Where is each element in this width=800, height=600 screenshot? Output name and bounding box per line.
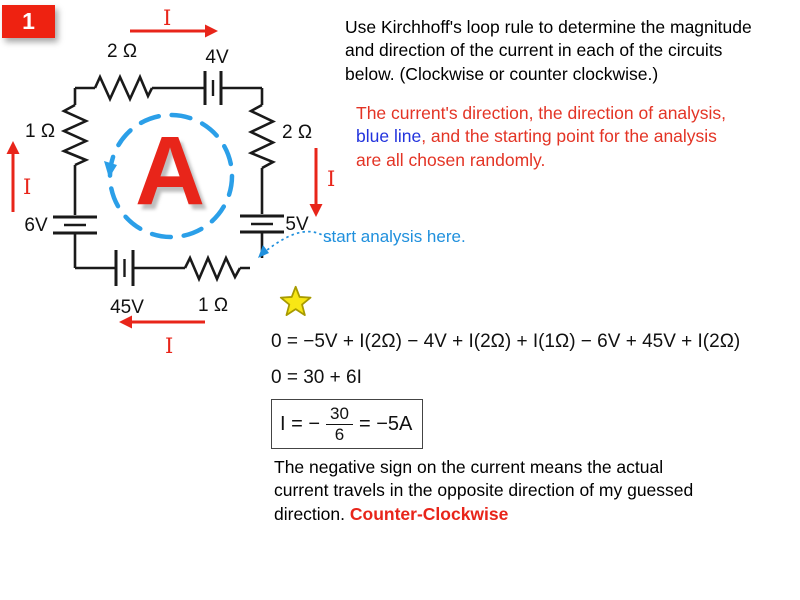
current-label-bottom: I — [165, 334, 174, 358]
battery-top-symbol — [205, 71, 221, 105]
current-arrow-right — [310, 148, 336, 217]
analysis-loop-arrowhead-icon — [104, 161, 117, 178]
instructions-line: Use Kirchhoff's loop rule to determine the magnitude — [345, 17, 752, 37]
current-arrow-left — [7, 141, 32, 212]
battery-left-symbol — [53, 217, 97, 233]
battery-right-label: 5V — [285, 214, 309, 235]
resistor-bottom-label: 1 Ω — [197, 295, 229, 316]
instructions-line: below. (Clockwise or counter clockwise.) — [345, 63, 659, 84]
conclusion-line: The negative sign on the current means the actual — [274, 457, 664, 477]
battery-right-symbol — [240, 216, 284, 232]
instructions-text — [345, 16, 795, 86]
final-answer-rhs: = −5A — [358, 412, 413, 435]
battery-bottom-label: 45V — [110, 297, 144, 318]
current-label-right: I — [327, 167, 336, 191]
final-answer-box — [271, 399, 423, 449]
final-answer-lhs: I = − — [280, 412, 321, 435]
resistor-top-symbol — [95, 77, 152, 99]
final-answer-fraction — [326, 404, 353, 444]
battery-bottom-symbol — [116, 250, 133, 286]
resistor-left-label: 1 Ω — [24, 121, 56, 142]
conclusion-line — [274, 503, 749, 526]
note-red-phrase: , and the starting point for the analysis — [421, 126, 717, 147]
start-annotation-arrow — [258, 232, 331, 258]
current-arrow-bottom — [119, 316, 205, 359]
resistor-left-symbol — [64, 105, 86, 165]
start-star-icon — [281, 287, 311, 315]
note-line — [356, 125, 800, 148]
simplified-equation: 0 = 30 + 6I — [271, 367, 362, 388]
start-annotation-text: start analysis here. — [323, 227, 466, 246]
battery-left-label: 6V — [24, 215, 48, 236]
resistor-right-symbol — [251, 105, 273, 168]
conclusion-answer: Counter-Clockwise — [349, 503, 509, 524]
loop-letter: A — [134, 116, 206, 225]
current-arrow-top — [130, 6, 218, 38]
resistor-right-label: 2 Ω — [281, 122, 313, 143]
resistor-bottom-symbol — [185, 258, 240, 279]
conclusion-line: current travels in the opposite direction of my guessed — [274, 480, 694, 501]
slide-number-badge: 1 — [2, 5, 55, 38]
conclusion-line3-text: direction. — [274, 503, 350, 524]
fraction-denominator: 6 — [334, 424, 345, 444]
current-label-left: I — [23, 175, 32, 199]
note-blue-phrase: blue line — [356, 126, 422, 147]
note-line: are all chosen randomly. — [356, 149, 546, 170]
resistor-top-label: 2 Ω — [106, 41, 138, 62]
instructions-line: and direction of the current in each of the circuits — [345, 40, 723, 61]
fraction-numerator: 30 — [326, 404, 353, 425]
note-text — [356, 102, 800, 172]
battery-top-label: 4V — [205, 47, 229, 68]
conclusion-text — [274, 456, 749, 526]
current-label-top: I — [163, 6, 172, 30]
note-line: The current's direction, the direction of analysis, — [356, 103, 727, 123]
loop-equation: 0 = −5V + I(2Ω) − 4V + I(2Ω) + I(1Ω) − 6V + 45V + I(2Ω) — [271, 331, 741, 352]
